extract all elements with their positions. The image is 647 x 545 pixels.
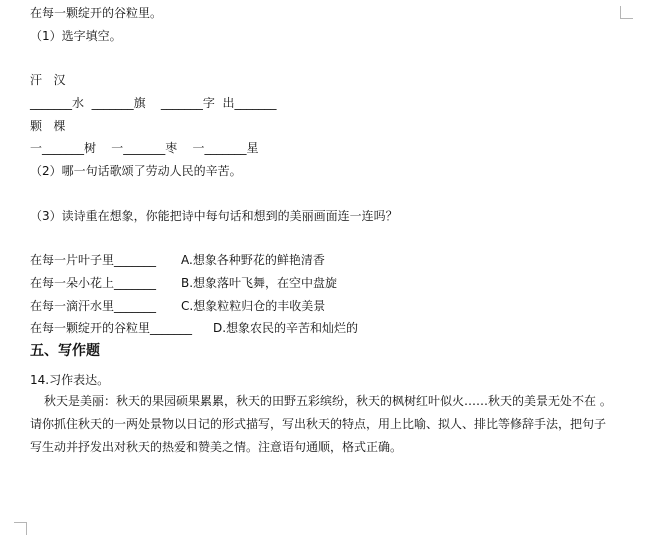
question-14-label: 14.习作表达。 <box>30 373 110 387</box>
match-left-b: 在每一朵小花上_______ <box>30 276 157 290</box>
question-1: （1）选字填空。 <box>30 29 122 43</box>
fill-blank-2: 一_______树 一_______枣 一_______星 <box>30 141 259 155</box>
writing-prompt-first: 秋天是美丽：秋天的果园硕果累累，秋天的田野五彩缤纷，秋天的枫树红叶似火……秋天的美景无处不 <box>44 394 585 408</box>
match-left-d: 在每一颗绽开的谷粒里_______ <box>30 321 193 335</box>
question-2: （2）哪一句话歌颂了劳动人民的辛苦。 <box>30 164 242 178</box>
char-choice-2: 颗 棵 <box>30 119 66 133</box>
match-right-b: B.想象落叶飞舞，在空中盘旋 <box>181 276 338 290</box>
match-right-d: D.想象农民的辛苦和灿烂的 <box>213 321 359 335</box>
page-corner-mark <box>14 522 27 535</box>
char-choice-1: 汗 汉 <box>30 73 66 87</box>
writing-prompt-rest: 在 。请你抓住秋天的一两处景物以日记的形式描写，写出秋天的特点，用上比喻、拟人、排比等修辞手法，把句子写生动并抒发出对秋天的热爱和赞美之情。注意语句通顺，格式正确。 <box>30 394 612 454</box>
match-right-c: C.想象粒粒归仓的丰收美景 <box>181 299 326 313</box>
match-left-a: 在每一片叶子里_______ <box>30 253 157 267</box>
match-right-a: A.想象各种野花的鲜艳清香 <box>181 253 325 267</box>
writing-prompt <box>30 390 615 459</box>
question-3: （3）读诗重在想象，你能把诗中每句话和想到的美丽画面连一连吗？ <box>30 209 398 223</box>
poem-line: 在每一颗绽开的谷粒里。 <box>30 6 163 20</box>
match-left-c: 在每一滴汗水里_______ <box>30 299 157 313</box>
page-corner-mark <box>620 6 633 19</box>
fill-blank-1: _______水 _______旗 _______字 出_______ <box>30 96 277 110</box>
section-title: 五、写作题 <box>30 343 100 359</box>
